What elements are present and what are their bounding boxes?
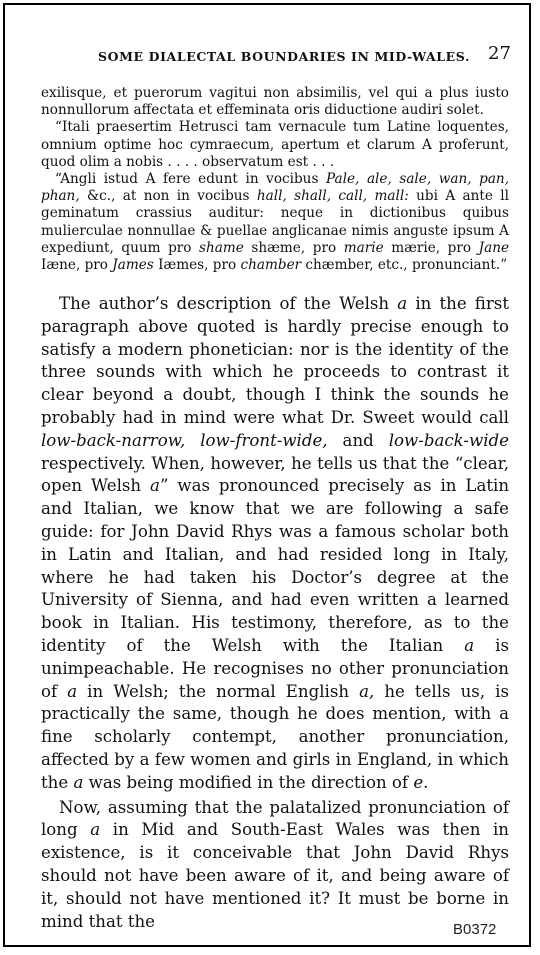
body-italic: a, — [359, 681, 375, 701]
body-italic: a — [90, 820, 101, 840]
body-italic: a — [73, 772, 84, 792]
page-header — [5, 39, 529, 69]
running-head: SOME DIALECTAL BOUNDARIES IN MID-WALES. — [98, 49, 470, 64]
quote-text: Iæmes, pro — [153, 257, 241, 274]
body-text-run: respectively. When, however, he tells us that the “clear, open Welsh — [41, 453, 509, 496]
quote-text: mærie, pro — [383, 239, 479, 256]
body-text-run: was being modified in the direction of — [83, 772, 414, 792]
quote-italic: marie — [343, 239, 384, 256]
body-italic: a — [67, 681, 78, 701]
quote-italic: hall, shall, call, mall: — [256, 188, 409, 205]
body-text-run: in the first paragraph above quoted is hardly precise enough to satisfy a modern phonetician: nor is the identity of the three sounds with which he proceeds to contrast it clear beyond a doubt, though I think the sounds he probably had in mind were what Dr. Sweet would call — [41, 294, 509, 427]
quote-paragraph-1: exilisque, et puerorum vagitui non absimilis, vel qui a plus iusto nonnullorum affectata et effeminata oris diductione audiri solet. — [41, 85, 509, 119]
quote-text: ubi A ante ll geminatum crassius auditur: neque in dictionibus quibus mulierculae nonnullae & puellae anglicanae nimis anguste ipsum A expediunt, quum pro — [41, 188, 509, 256]
quote-text: &c., at non in vocibus — [79, 188, 257, 205]
scan-code-label: B0372 — [453, 921, 497, 938]
page-frame — [3, 3, 531, 947]
page-number: 27 — [488, 43, 511, 64]
quote-paragraph-3 — [41, 171, 509, 274]
quote-paragraph-2: “Itali praesertim Hetrusci tam vernacule tum Latine loquentes, omnium optime hoc cymraecum, apertum et clarum A proferunt, quod olim a nobis . . . . observatum est . . . — [41, 119, 509, 170]
quote-text: shæme, pro — [243, 239, 344, 256]
body-text-run: in Welsh; the normal English — [77, 681, 360, 701]
body-paragraph-2 — [41, 797, 509, 934]
quote-text: Iæne, pro — [41, 257, 113, 274]
body-text-run: and — [327, 430, 389, 450]
quote-text: “Angli istud A fere edunt in vocibus — [55, 171, 327, 188]
body-italic: e. — [413, 772, 429, 792]
body-text-run: ” was pronounced precisely as in Latin and Italian, we know that we are following a safe guide: for John David Rhys was a famous scholar both in Latin and Italian, and had resided long in Italy, where he had taken his Doctor’s degree at the University of Sienna, and had even written a learned book in Italian. His testimony, therefore, as to the identity of the Welsh with the Italian — [41, 476, 510, 655]
body-text-run: Now, assuming that the palatalized pronunciation of long — [41, 797, 509, 840]
quote-italic: Jane — [478, 239, 509, 256]
body-text-run: The author’s description of the Welsh — [59, 294, 398, 313]
body-paragraph-1 — [41, 293, 509, 795]
body-text-run: is unimpeachable. He recognises no other pronunciation of — [41, 635, 509, 701]
latin-quotation — [41, 85, 509, 274]
quote-text: chæmber, etc., pronunciant.” — [301, 257, 508, 274]
body-text — [41, 293, 509, 933]
body-text-run: he tells us, is practically the same, though he does mention, with a fine scholarly contempt, another pronunciation, affected by a few women and girls in England, in which the — [41, 681, 509, 792]
body-italic: a — [464, 635, 475, 655]
body-italic: a — [397, 294, 408, 313]
body-italic: low-back-wide — [388, 430, 509, 450]
quote-italic: Pale, ale, sale, wan, pan, phan, — [41, 171, 510, 205]
quote-italic: James — [112, 257, 154, 274]
quote-italic: shame — [199, 239, 244, 256]
body-italic: a — [150, 476, 160, 496]
body-text-run: in Mid and South-East Wales was then in existence, is it conceivable that John David Rhys should not have been aware of it, and being aware of it, should not have mentioned it? It must be borne in mind that the — [41, 820, 509, 931]
quote-italic: chamber — [240, 257, 302, 274]
body-italic: low-back-narrow, low-front-wide, — [41, 430, 328, 450]
